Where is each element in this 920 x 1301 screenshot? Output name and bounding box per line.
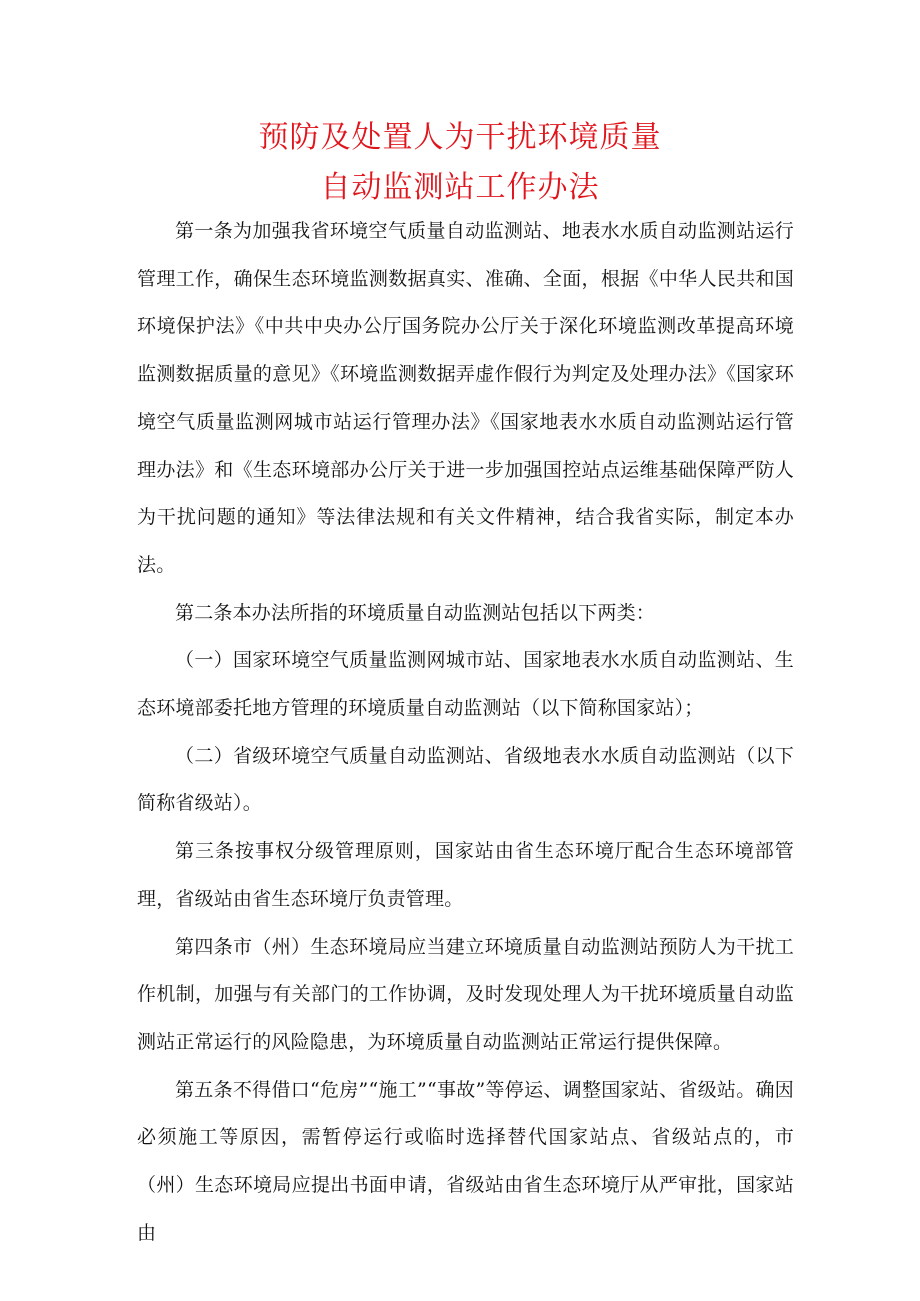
paragraph-article-3: 第三条按事权分级管理原则，国家站由省生态环境厅配合生态环境部管理，省级站由省生态环境厅负责管理。	[137, 840, 794, 910]
paragraph-item-2: （二）省级环境空气质量自动监测站、省级地表水水质自动监测站（以下简称省级站）。	[137, 744, 794, 815]
paragraph-article-1: 第一条为加强我省环境空气质量自动监测站、地表水水质自动监测站运行管理工作，确保生态环境监测数据真实、准确、全面，根据《中华人民共和国环境保护法》《中共中央办公厅国务院办公厅关于深化环境监测改革提高环境监测数据质量的意见》《环境监测数据弄虚作假行为判定及处理办法》《国家环境空气质量监测网城市站运行管理办法》《国家地表水水质自动监测站运行管理办法》和《生态环境部办公厅关于进一步加强国控站点运维基础保障严防人为干扰问题的通知》等法律法规和有关文件精神，结合我省实际，制定本办法。	[137, 220, 794, 576]
document-title-line-1: 预防及处置人为干扰环境质量	[258, 120, 662, 155]
paragraph-article-2: 第二条本办法所指的环境质量自动监测站包括以下两类：	[175, 601, 656, 624]
paragraph-article-5: 第五条不得借口“危房”“施工”“事故”等停运、调整国家站、省级站。确因必须施工等原因，需暂停运行或临时选择替代国家站点、省级站点的，市（州）生态环境局应提出书面申请，省级站由省生态环境厅从严审批，国家站由	[137, 1078, 794, 1244]
paragraph-item-1: （一）国家环境空气质量监测网城市站、国家地表水水质自动监测站、生态环境部委托地方管理的环境质量自动监测站（以下简称国家站）；	[137, 649, 794, 720]
document-body	[137, 208, 794, 1257]
document-title-line-2: 自动监测站工作办法	[320, 170, 600, 205]
paragraph-article-4: 第四条市（州）生态环境局应当建立环境质量自动监测站预防人为干扰工作机制，加强与有关部门的工作协调，及时发现处理人为干扰环境质量自动监测站正常运行的风险隐患，为环境质量自动监测站正常运行提供保障。	[137, 935, 794, 1053]
